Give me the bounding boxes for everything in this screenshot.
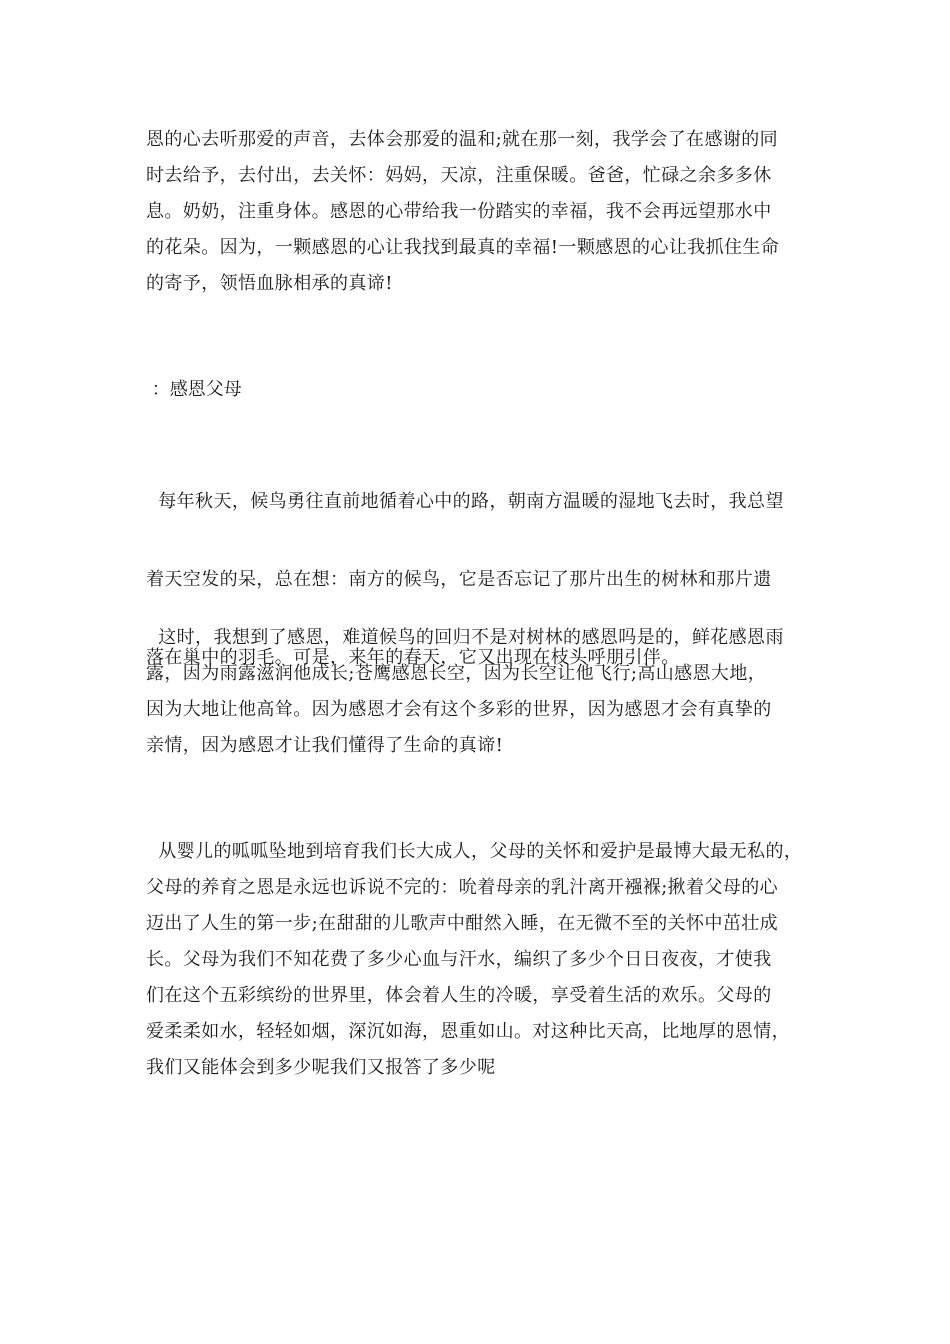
paragraph-line: 着天空发的呆，总在想：南方的候鸟，它是否忘记了那片出生的树林和那片遗 bbox=[146, 569, 772, 590]
paragraph-line: 的花朵。因为，一颗感恩的心让我找到最真的幸福!一颗感恩的心让我抓住生命 bbox=[146, 237, 780, 258]
paragraph-line: 落在巢中的羽毛。可是，来年的春天，它又出现在枝头呼朋引伴。 bbox=[146, 647, 680, 668]
paragraph-line: 父母的养育之恩是永远也诉说不完的：吮着母亲的乳汁离开襁褓;揪着父母的心 bbox=[146, 877, 779, 898]
paragraph-line: 的寄予，领悟血脉相承的真谛! bbox=[146, 273, 393, 294]
paragraph-line: 长。父母为我们不知花费了多少心血与汗水，编织了多少个日日夜夜，才使我 bbox=[146, 949, 772, 970]
paragraph-line: 这时，我想到了感恩，难道候鸟的回归不是对树林的感恩吗是的，鲜花感恩雨 bbox=[146, 627, 784, 648]
paragraph-line: 露，因为雨露滋润他成长;苍鹰感恩长空，因为长空让他飞行;高山感恩大地， bbox=[146, 663, 767, 684]
paragraph-line: 息。奶奶，注重身体。感恩的心带给我一份踏实的幸福，我不会再远望那水中 bbox=[146, 201, 772, 222]
paragraph-line: 从婴儿的呱呱坠地到培育我们长大成人，父母的关怀和爱护是最博大最无私的， bbox=[146, 841, 803, 862]
paragraph-4 bbox=[146, 834, 816, 1086]
paragraph-line: 恩的心去听那爱的声音，去体会那爱的温和;就在那一刻，我学会了在感谢的同 bbox=[146, 129, 779, 150]
paragraph-3 bbox=[146, 620, 816, 764]
paragraph-line: 们在这个五彩缤纷的世界里，体会着人生的冷暖，享受着生活的欢乐。父母的 bbox=[146, 985, 772, 1006]
paragraph-line: 亲情，因为感恩才让我们懂得了生命的真谛! bbox=[146, 735, 504, 756]
paragraph-line: 我们又能体会到多少呢我们又报答了多少呢 bbox=[146, 1057, 496, 1078]
paragraph-line: 迈出了人生的第一步;在甜甜的儿歌声中酣然入睡，在无微不至的关怀中茁壮成 bbox=[146, 913, 779, 934]
paragraph-1 bbox=[146, 122, 816, 302]
section-heading: ：感恩父母 bbox=[146, 379, 242, 400]
paragraph-line: 因为大地让他高耸。因为感恩才会有这个多彩的世界，因为感恩才会有真挚的 bbox=[146, 699, 772, 720]
paragraph-line: 爱柔柔如水，轻轻如烟，深沉如海，恩重如山。对这种比天高，比地厚的恩情， bbox=[146, 1021, 790, 1042]
paragraph-line: 时去给予，去付出，去关怀：妈妈，天凉，注重保暖。爸爸，忙碌之余多多休 bbox=[146, 165, 772, 186]
paragraph-line: 每年秋天，候鸟勇往直前地循着心中的路，朝南方温暖的湿地飞去时，我总望 bbox=[146, 491, 784, 512]
